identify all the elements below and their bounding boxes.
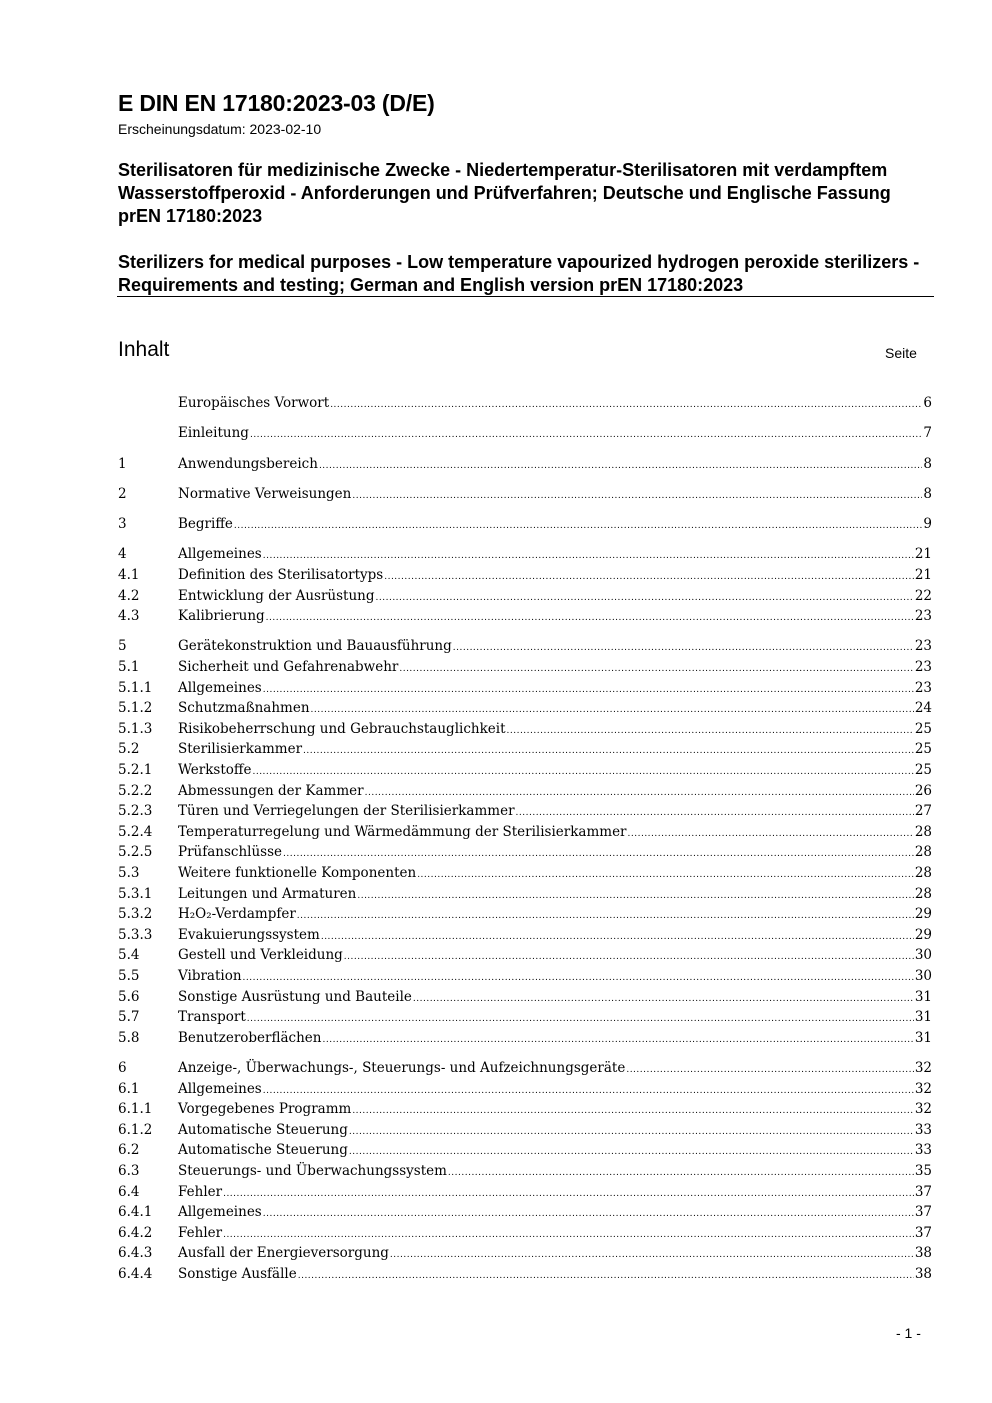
toc-entry-page: 37 [914,1224,932,1241]
toc-entry-title: Ausfall der Energieversorgung [178,1245,389,1262]
toc-entry-page: 28 [914,844,932,861]
toc-entry-number: 5.3.2 [118,906,153,923]
toc-entry-page: 26 [914,782,932,799]
toc-entry-title: Allgemeines [178,679,262,696]
toc-leader-dots [303,746,914,756]
toc-leader-dots [413,994,914,1004]
toc-entry-number: 5.1.1 [118,679,153,696]
toc-entry-title: Leitungen und Armaturen [178,885,357,902]
toc-entry-title: Europäisches Vorwort [178,395,330,411]
toc-entry-number: 6.3 [118,1163,140,1179]
toc-entry-title: Einleitung [178,425,249,442]
toc-entry[interactable] [118,927,932,948]
toc-entry-number: 5.3.1 [118,885,153,902]
toc-entry-number: 5 [118,638,127,655]
toc-leader-dots [628,829,914,839]
toc-entry-title: Risikobeherrschung und Gebrauchstauglichkeit [178,720,506,737]
page-number: - 1 - [896,1325,921,1341]
toc-entry-page: 31 [914,1029,932,1046]
toc-entry[interactable] [118,1204,932,1225]
toc-entry-title: Evakuierungssystem [178,926,320,943]
toc-entry-title: Automatische Steuerung [178,1121,348,1138]
toc-entry-title: Allgemeines [178,1204,262,1221]
toc-entry-page: 8 [923,455,932,472]
toc-leader-dots [507,726,914,736]
toc-entry-page: 25 [914,741,932,758]
toc-entry[interactable] [118,456,932,477]
toc-leader-dots [352,491,922,501]
toc-entry-page: 21 [914,546,932,563]
toc-leader-dots [399,664,913,674]
toc-entry-number: 5.2.5 [118,844,153,861]
toc-entry[interactable] [118,1245,932,1266]
toc-entry-number: 6.4 [118,1183,140,1200]
toc-entry-page: 31 [914,988,932,1005]
toc-entry-page: 33 [914,1142,932,1159]
toc-leader-dots [330,400,922,410]
toc-entry-title: Sterilisierkammer [178,741,303,758]
toc-entry[interactable] [118,1163,932,1184]
toc-leader-dots [448,1168,914,1178]
toc-leader-dots [626,1065,913,1075]
toc-leader-dots [263,551,914,561]
toc-entry-title: Temperaturregelung und Wärmedämmung der Sterilisierkammer [178,823,627,840]
toc-entry[interactable] [118,968,932,989]
title-english: Sterilizers for medical purposes - Low temperature vapourized hydrogen peroxide sterilizers - Requirements and testing; German and English version prEN 17180:2023 [118,252,920,295]
toc-entry-title: Weitere funktionelle Komponenten [178,865,417,881]
toc-entry-title: Kalibrierung [178,608,265,625]
toc-entry-title: Anzeige-, Überwachungs-, Steuerungs- und Aufzeichnungsgeräte [178,1060,626,1077]
toc-entry-number: 5.8 [118,1029,140,1046]
toc-leader-dots [266,613,914,623]
toc-entry-page: 21 [914,567,932,583]
toc-entry-title: Schutzmaßnahmen [178,700,310,717]
toc-entry-number: 5.7 [118,1009,140,1026]
toc-entry-page: 27 [914,803,932,820]
toc-leader-dots [453,643,914,653]
toc-entry-title: Sicherheit und Gefahrenabwehr [178,659,399,676]
toc-entry-page: 24 [914,700,932,717]
toc-entry-title: H₂O₂-Verdampfer [178,906,296,923]
toc-leader-dots [263,1086,914,1096]
toc-entry-title: Begriffe [178,516,233,533]
toc-entry-title: Anwendungsbereich [178,455,318,472]
toc-entry[interactable] [118,700,932,721]
toc-entry-page: 29 [914,926,932,943]
toc-entry-page: 38 [914,1245,932,1262]
toc-entry[interactable] [118,1122,932,1143]
toc-leader-dots [322,1035,913,1045]
toc-leader-dots [352,1106,914,1116]
toc-entry[interactable] [118,588,932,609]
toc-entry-number: 4.3 [118,608,140,625]
toc-entry[interactable] [118,1060,932,1081]
toc-entry[interactable] [118,1225,932,1246]
toc-entry-number: 1 [118,455,127,472]
toc-page-label: Seite [885,345,917,361]
toc-entry[interactable] [118,567,932,588]
toc-entry-number: 6 [118,1060,127,1077]
toc-entry-page: 31 [914,1009,932,1026]
toc-entry[interactable] [118,824,932,845]
toc-entry[interactable] [118,721,932,742]
toc-entry-page: 32 [914,1101,932,1118]
toc-entry-page: 8 [923,485,932,502]
toc-leader-dots [234,521,923,531]
toc-leader-dots [298,1271,914,1281]
toc-entry-number: 4.2 [118,587,140,604]
toc-entry[interactable] [118,659,932,680]
toc-entry-page: 25 [914,720,932,737]
toc-entry-page: 30 [914,967,932,984]
toc-entry-number: 6.1.2 [118,1121,153,1138]
toc-entry-number: 6.4.1 [118,1204,153,1221]
toc-leader-dots [319,461,922,471]
toc-leader-dots [349,1127,914,1137]
toc-leader-dots [223,1230,914,1240]
toc-entry[interactable] [118,486,932,507]
toc-entry-page: 23 [914,679,932,696]
toc-entry[interactable] [118,844,932,865]
toc-entry-title: Sonstige Ausrüstung und Bauteile [178,988,412,1005]
toc-entry-title: Transport [178,1009,246,1026]
toc-entry[interactable] [118,1009,932,1030]
toc-entry-number: 5.1 [118,659,140,676]
toc-entry-title: Entwicklung der Ausrüstung [178,587,375,604]
toc-heading: Inhalt [118,338,170,361]
toc-leader-dots [297,911,914,921]
toc-entry-number: 6.4.4 [118,1265,153,1282]
toc-entry[interactable] [118,762,932,783]
toc-leader-dots [384,572,914,582]
toc-entry-title: Allgemeines [178,546,262,563]
toc-entry-page: 22 [914,587,932,604]
toc-leader-dots [311,705,914,715]
toc-entry-page: 32 [914,1060,932,1077]
toc-entry-title: Steuerungs- und Überwachungssystem [178,1163,447,1179]
toc-leader-dots [263,1209,914,1219]
toc-entry-number: 5.2.2 [118,782,153,799]
toc-leader-dots [283,849,914,859]
toc-entry-page: 30 [914,947,932,964]
toc-leader-dots [321,932,914,942]
toc-entry[interactable] [118,1266,932,1287]
title-german: Sterilisatoren für medizinische Zwecke - Niedertemperatur-Sterilisatoren mit verdampftem Wasserstoffperoxid - Anforderungen und Prüfverfahren; Deutsche und Englische Fassung prEN 17180:2023 [118,160,891,226]
toc-entry-page: 6 [923,395,932,411]
toc-entry-page: 28 [914,823,932,840]
toc-entry-page: 37 [914,1183,932,1200]
toc-entry[interactable] [118,425,932,446]
toc-entry-number: 5.6 [118,988,140,1005]
toc-entry[interactable] [118,803,932,824]
toc-entry[interactable] [118,638,932,659]
toc-entry[interactable] [118,783,932,804]
toc-entry-title: Abmessungen der Kammer [178,782,364,799]
toc-entry-title: Werkstoffe [178,762,252,779]
toc-entry-page: 35 [914,1163,932,1179]
toc-entry-number: 5.4 [118,947,140,964]
toc-leader-dots [349,1147,914,1157]
toc-entry-title: Gerätekonstruktion und Bauausführung [178,638,452,655]
toc-entry-number: 6.1.1 [118,1101,153,1118]
toc-entry[interactable] [118,947,932,968]
toc-entry[interactable] [118,546,932,567]
toc-entry-title: Definition des Sterilisatortyps [178,567,384,583]
toc-entry-number: 5.3.3 [118,926,153,943]
toc-entry[interactable] [118,516,932,537]
toc-leader-dots [263,685,914,695]
toc-entry-number: 4 [118,546,127,563]
toc-entry-page: 23 [914,608,932,625]
toc-leader-dots [357,891,913,901]
toc-leader-dots [390,1250,914,1260]
toc-entry[interactable] [118,1030,932,1051]
toc-entry-number: 5.2.3 [118,803,153,820]
toc-entry-title: Normative Verweisungen [178,485,352,502]
toc-leader-dots [252,767,913,777]
toc-entry-page: 38 [914,1265,932,1282]
toc-entry[interactable] [118,865,932,886]
toc-entry-number: 2 [118,485,127,502]
toc-entry[interactable] [118,906,932,927]
toc-entry-page: 28 [914,865,932,881]
title-divider [117,296,934,297]
toc-entry-number: 6.1 [118,1080,140,1097]
toc-entry-page: 33 [914,1121,932,1138]
toc-leader-dots [365,788,914,798]
table-of-contents [118,395,932,1287]
toc-entry-number: 4.1 [118,567,140,583]
toc-entry-page: 25 [914,762,932,779]
publication-date: Erscheinungsdatum: 2023-02-10 [118,121,322,137]
toc-entry-number: 3 [118,516,127,533]
toc-entry-title: Benutzeroberflächen [178,1029,322,1046]
toc-entry-number: 5.2.1 [118,762,153,779]
toc-entry-number: 6.4.3 [118,1245,153,1262]
toc-entry-title: Fehler [178,1183,223,1200]
toc-entry-title: Automatische Steuerung [178,1142,348,1159]
toc-entry-number: 5.3 [118,865,140,881]
toc-entry-title: Fehler [178,1224,223,1241]
toc-leader-dots [344,952,914,962]
toc-entry-title: Gestell und Verkleidung [178,947,343,964]
toc-entry[interactable] [118,886,932,907]
toc-entry-number: 6.2 [118,1142,140,1159]
toc-entry-page: 7 [923,425,932,442]
toc-entry[interactable] [118,1081,932,1102]
toc-leader-dots [243,973,914,983]
toc-entry-number: 5.2.4 [118,823,153,840]
toc-entry-number: 5.1.2 [118,700,153,717]
toc-entry-number: 6.4.2 [118,1224,153,1241]
toc-entry-number: 5.5 [118,967,140,984]
toc-leader-dots [376,593,914,603]
toc-entry[interactable] [118,680,932,701]
toc-entry-page: 23 [914,638,932,655]
toc-leader-dots [247,1014,914,1024]
toc-entry-title: Vorgegebenes Programm [178,1101,352,1118]
toc-entry-title: Türen und Verriegelungen der Sterilisierkammer [178,803,515,820]
toc-entry-page: 9 [923,516,932,533]
toc-entry-page: 32 [914,1080,932,1097]
toc-entry-page: 29 [914,906,932,923]
toc-entry[interactable] [118,1142,932,1163]
toc-entry-page: 23 [914,659,932,676]
document-id: E DIN EN 17180:2023-03 (D/E) [118,90,435,116]
toc-leader-dots [223,1189,914,1199]
toc-entry-title: Prüfanschlüsse [178,844,283,861]
toc-leader-dots [417,870,914,880]
toc-entry[interactable] [118,989,932,1010]
toc-leader-dots [250,430,922,440]
toc-entry-title: Sonstige Ausfälle [178,1265,297,1282]
toc-entry[interactable] [118,1101,932,1122]
toc-entry[interactable] [118,608,932,629]
toc-entry-title: Vibration [178,967,242,984]
toc-entry-page: 28 [914,885,932,902]
toc-entry[interactable] [118,1184,932,1205]
toc-leader-dots [516,808,914,818]
toc-entry[interactable] [118,741,932,762]
toc-entry-title: Allgemeines [178,1080,262,1097]
toc-entry-page: 37 [914,1204,932,1221]
toc-entry-number: 5.2 [118,741,140,758]
toc-entry-number: 5.1.3 [118,720,153,737]
toc-entry[interactable] [118,395,932,416]
